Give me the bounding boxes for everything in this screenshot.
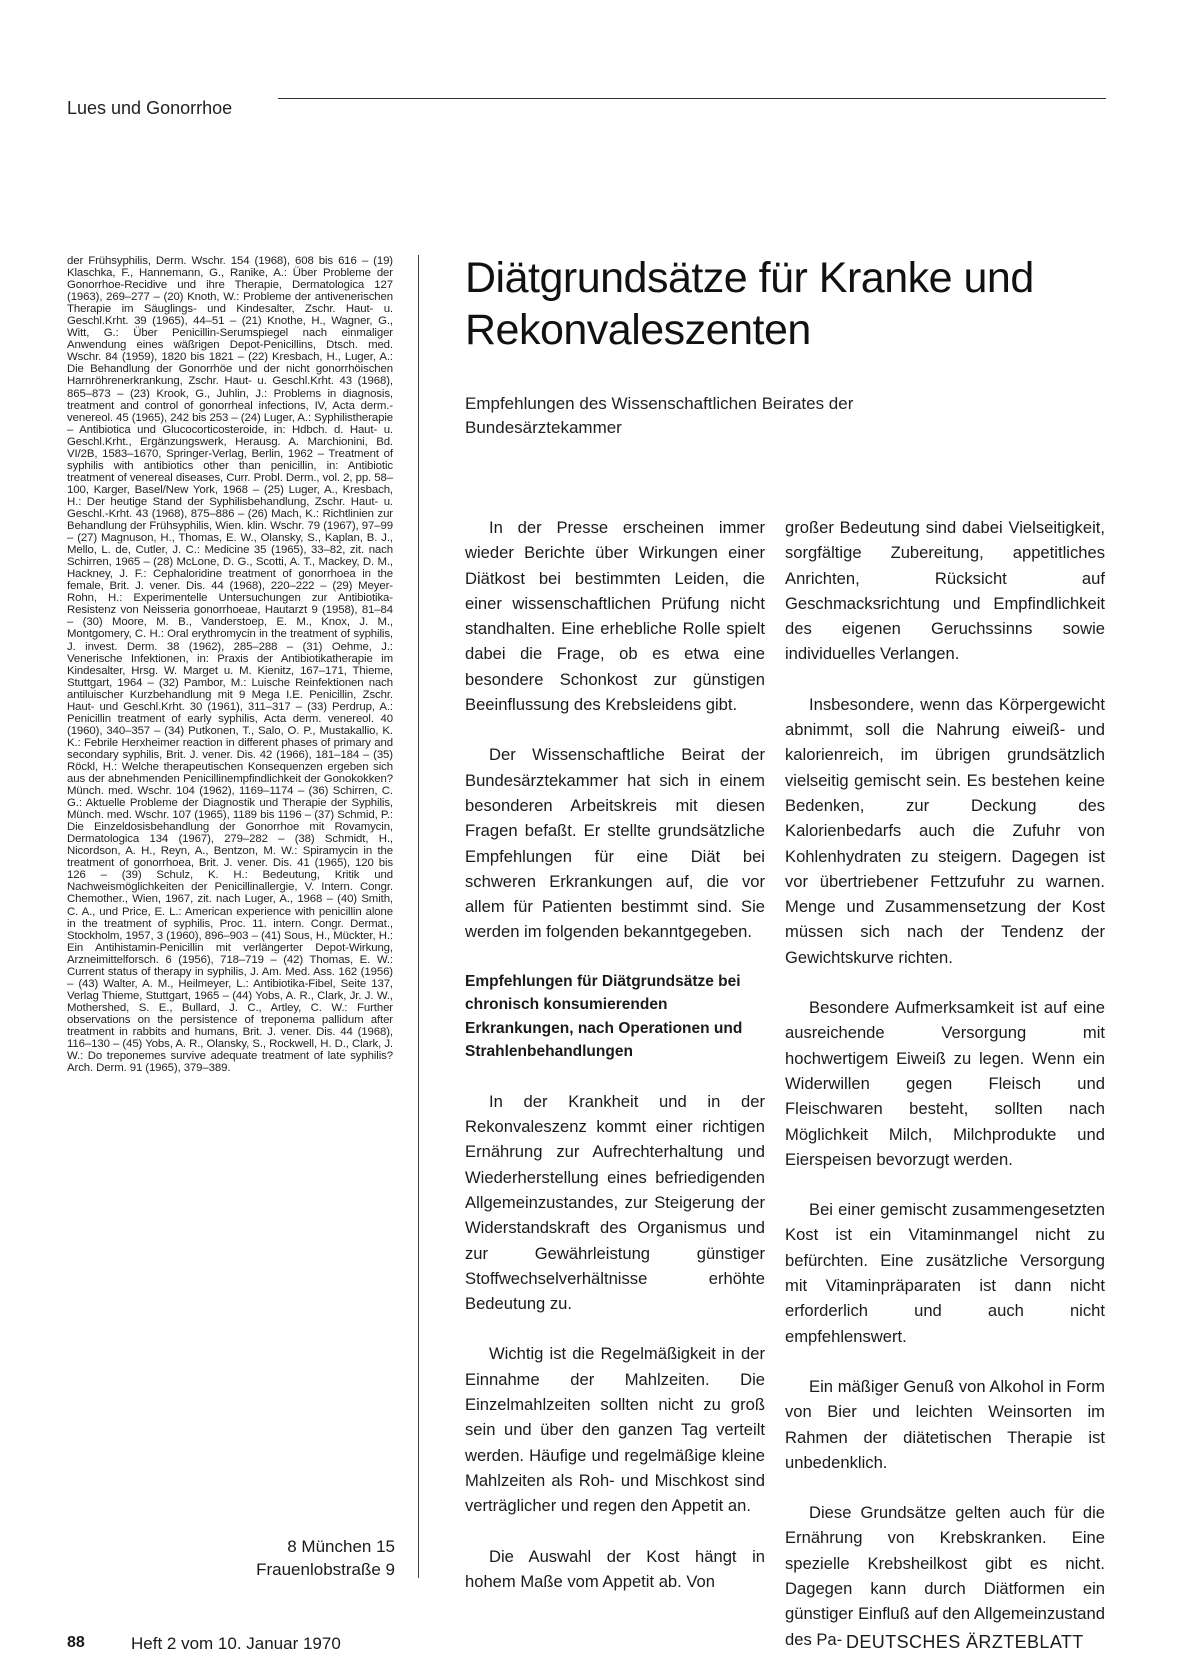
page-number: 88 xyxy=(67,1634,85,1651)
paragraph: Besondere Aufmerksamkeit ist auf eine ausreichende Versorgung mit hochwertigem Eiweiß zu legen. Wenn ein Widerwillen gegen Fleisch und Fleischwaren besteht, sollten nach Möglichkeit Milch, Milchprodukte und Eierspeisen bevorzugt werden. xyxy=(785,998,1105,1169)
paragraph: Insbesondere, wenn das Körpergewicht abnimmt, soll die Nahrung eiweiß- und kalorienreich, im übrigen grundsätzlich vielseitig gemischt sein. Es bestehen keine Bedenken, zur Deckung des Kalorienbedarfs auch die Zufuhr von Kohlenhydraten zu steigern. Dagegen ist vor übertriebener Fettzufuhr zu warnen. Menge und Zusammensetzung der Kost müssen sich nach der Tendenz der Gewichtskurve richten. xyxy=(785,694,1105,967)
paragraph: großer Bedeutung sind dabei Vielseitigkeit, sorgfältige Zubereitung, appetitliches Anrichten, Rücksicht auf Geschmacksrichtung und Empfindlichkeit des eigenen Geruchssinns sowie individuelles Verlangen. xyxy=(785,518,1105,664)
references-column: der Frühsyphilis, Derm. Wschr. 154 (1968), 608 bis 616 – (19) Klaschka, F., Hannemann, G., Ranike, A.: Über Probleme der Gonorrhoe-Recidive und ihre Therapie, Dermatologica 127 (1963), 269–277 – (20) Knoth, W.: Probleme der antivenerischen Therapie im Säuglings- und Kindesalter, Zschr. Haut- u. Geschl.Krht. 39 (1965), 44–51 – (21) Knothe, H., Wagner, G., Witt, G.: Über Penicillin-Serumspiegel nach einmaliger Anwendung eines wäßrigen Depot-Penicillins, Dtsch. med. Wschr. 84 (1959), 1820 bis 1821 – (22) Kresbach, H., Luger, A.: Die Behandlung der Gonorrhöe und der nicht gonorrhöischen Harnröhrenerkrankung, Zschr. Haut- u. Geschl.Krht. 43 (1968), 865–873 – (23) Krook, G., Juhlin, J.: Problems in diagnosis, treatment and control of gonorrheal infections, IV, Acta derm.-venereol. 45 (1965), 242 bis 253 – (24) Luger, A.: Syphilistherapie – Antibiotica und Glucocorticosteroide, in: Hdbch. d. Haut- u. Geschl.Krht., Ergänzungswerk, Herausg. A. Marchionini, Bd. VI/2B, 1583–1670, Springer-Verlag, Berlin, 1962 – Treatment of syphilis with antibiotics other than penicillin, in: Antibiotic treatment of venereal diseases, Curr. Probl. Derm., vol. 2, pp. 58–100, Karger, Basel/New York, 1968 – (25) Luger, A., Kresbach, H.: Der heutige Stand der Syphilisbehandlung, Zschr. Haut- u. Geschl.-Krht. 43 (1968), 875–886 – (26) Mach, K.: Richtlinien zur Behandlung der Frühsyphilis, Wien. klin. Wschr. 79 (1967), 97–99 – (27) Magnuson, H., Thomas, E. W., Olansky, S., Kaplan, B. J., Mello, L. de, Cutler, J. C.: Medicine 35 (1965), 33–82, zit. nach Schirren, 1965 – (28) McLone, D. G., Scotti, A. T., Mackey, D. M., Hackney, J. F.: Cephaloridine treatment of gonorrhoea in the female, Brit. J. vener. Dis. 44 (1968), 220–222 – (29) Meyer-Rohn, H.: Experimentelle Untersuchungen zur Antibiotika-Resistenz von Neisseria gonorrhoeae, Hautarzt 9 (1958), 81–84 – (30) Moore, M. B., Vanderstoep, E. M., Knox, J. M., Montgomery, C. H.: Oral erythromycin in the treatment of syphilis, J. invest. Derm. 38 (1962), 285–288 – (31) Oehme, J.: Venerische Infektionen, in: Praxis der Antibiotikatherapie im Kindesalter, Hrsg. W. Marget u. M. Kienitz, 167–171, Thieme, Stuttgart, 1964 – (32) Pambor, M.: Luische Reinfektionen nach antiluischer Kurzbehandlung mit 9 Mega I.E. Penicillin, Zschr. Haut- und Geschl.Krht. 30 (1961), 311–317 – (33) Perdrup, A.: Penicillin treatment of early syphilis, Acta derm. venereol. 40 (1960), 340–357 – (34) Putkonen, T., Salo, O. P., Mustakallio, K. K.: Febrile Herxheimer reaction in different phases of primary and secondary syphilis, Brit. J. vener. Dis. 42 (1966), 181–184 – (35) Röckl, H.: Welche therapeutischen Konsequenzen ergeben sich aus der abnehmenden Penicillinempfindlichkeit der Gonokokken? Münch. med. Wschr. 104 (1962), 1169–1174 – (36) Schirren, C. G.: Aktuelle Probleme der Diagnostik und Therapie der Syphilis, Münch. med. Wschr. 107 (1965), 1189 bis 1196 – (37) Schmid, P.: Die Einzeldosisbehandlung der Gonorrhoe mit Rovamycin, Dermatologica 134 (1967), 279–282 – (38) Schmidt, H., Nicordson, A. H., Reyn, A., Bentzon, M. W.: Spiramycin in the treatment of gonorrhoea, Brit. J. vener. Dis. 41 (1965), 120 bis 126 – (39) Schulz, K. H.: Bedeutung, Kritik und Nachweismöglichkeiten der Penicillinallergie, V. Intern. Congr. Chemother., Wien, 1967, zit. nach Luger, A., 1968 – (40) Smith, C. A., und Price, E. L.: American experience with penicillin alone in the treatment of syphilis, Proc. 11. intern. Congr. Dermat., Stockholm, 1957, 3 (1960), 896–903 – (41) Sous, H., Mückter, H.: Ein Antihistamin-Penicillin mit verlängerter Depot-Wirkung, Arzneimittelforsch. 6 (1956), 718–719 – (42) Thomas, E. W.: Current status of therapy in syphilis, J. Am. Med. Ass. 162 (1956) – (43) Walter, A. M., Heilmeyer, L.: Antibiotika-Fibel, Seite 137, Verlag Thieme, Stuttgart, 1965 – (44) Yobs, A. R., Clark, Jr. J. W., Mothershed, S. E., Bullard, J. C., Artley, C. W.: Further observations on the persistence of treponema pallidum after treatment in rabbits and humans, Brit. J. vener. Dis. 44 (1968), 116–130 – (45) Yobs, A. R., Olansky, S., Rockwell, H. D., Clark, J. W.: Do treponemes survive adequate treatment of late syphilis? Arch. Derm. 91 (1965), 379–389. xyxy=(67,255,393,1075)
paragraph: Diese Grundsätze gelten auch für die Ernährung von Krebskranken. Eine spezielle Krebsheilkost gibt es nicht. Dagegen kann durch Diätformen ein günstiger Einfluß auf den Allgemeinzustand des Pa- xyxy=(785,1503,1105,1649)
author-address xyxy=(225,1535,395,1581)
issue-info: Heft 2 vom 10. Januar 1970 xyxy=(131,1634,341,1653)
section-label: Lues und Gonorrhoe xyxy=(67,98,233,118)
section-subheading: Empfehlungen für Diätgrundsätze bei chronisch konsumierenden Erkrankungen, nach Operationen und Strahlenbehandlungen xyxy=(465,972,743,1061)
paragraph: In der Presse erscheinen immer wieder Berichte über Wirkungen einer Diätkost bei bestimmten Leiden, die einer wissenschaftlichen Prüfung nicht standhalten. Eine erhebliche Rolle spielt dabei die Frage, ob es etwa eine besondere Schonkost zur günstigen Beeinflussung des Krebsleidens gibt. xyxy=(465,518,765,715)
article-column-1 xyxy=(465,515,765,1619)
journal-name: DEUTSCHES ÄRZTEBLATT xyxy=(846,1632,1084,1652)
paragraph: Die Auswahl der Kost hängt in hohem Maße vom Appetit ab. Von xyxy=(465,1546,765,1591)
paragraph: Bei einer gemischt zusammengesetzten Kost ist ein Vitaminmangel nicht zu befürchten. Eine zusätzliche Versorgung mit Vitaminpräparaten ist dann nicht erforderlich und auch nicht empfehlenswert. xyxy=(785,1200,1105,1346)
address-line-1: 8 München 15 xyxy=(287,1537,395,1556)
paragraph: In der Krankheit und in der Rekonvaleszenz kommt einer richtigen Ernährung zur Aufrechterhaltung und Wiederherstellung eines befriedigenden Allgemeinzustandes, zur Steigerung der Widerstandskraft des Organismus und zur Gewährleistung günstiger Stoffwechselverhältnisse erhöhte Bedeutung zu. xyxy=(465,1091,765,1314)
header-rule xyxy=(278,98,1106,99)
address-line-2: Frauenlobstraße 9 xyxy=(256,1560,395,1579)
paragraph: Wichtig ist die Regelmäßigkeit in der Einnahme der Mahlzeiten. Die Einzelmahlzeiten sollten nicht zu groß sein und über den ganzen Tag verteilt werden. Häufige und regelmäßige kleine Mahlzeiten als Roh- und Mischkost sind verträglicher und regen den Appetit an. xyxy=(465,1344,765,1516)
paragraph: Der Wissenschaftliche Beirat der Bundesärztekammer hat sich in einem besonderen Arbeitskreis mit diesen Fragen befaßt. Er stellte grundsätzliche Empfehlungen für eine Diät bei schweren Erkrankungen auf, die vor allem für Patienten bestimmt sind. Sie werden im folgenden bekanntgegeben. xyxy=(465,745,765,942)
article-column-2 xyxy=(785,515,1105,1677)
article-subtitle: Empfehlungen des Wissenschaftlichen Beirates der Bundesärztekammer xyxy=(465,394,854,437)
article-title: Diätgrundsätze für Kranke und Rekonvaleszenten xyxy=(465,254,1034,354)
column-divider xyxy=(418,255,419,1578)
paragraph: Ein mäßiger Genuß von Alkohol in Form von Bier und leichten Weinsorten im Rahmen der diätetischen Therapie ist unbedenklich. xyxy=(785,1376,1105,1472)
